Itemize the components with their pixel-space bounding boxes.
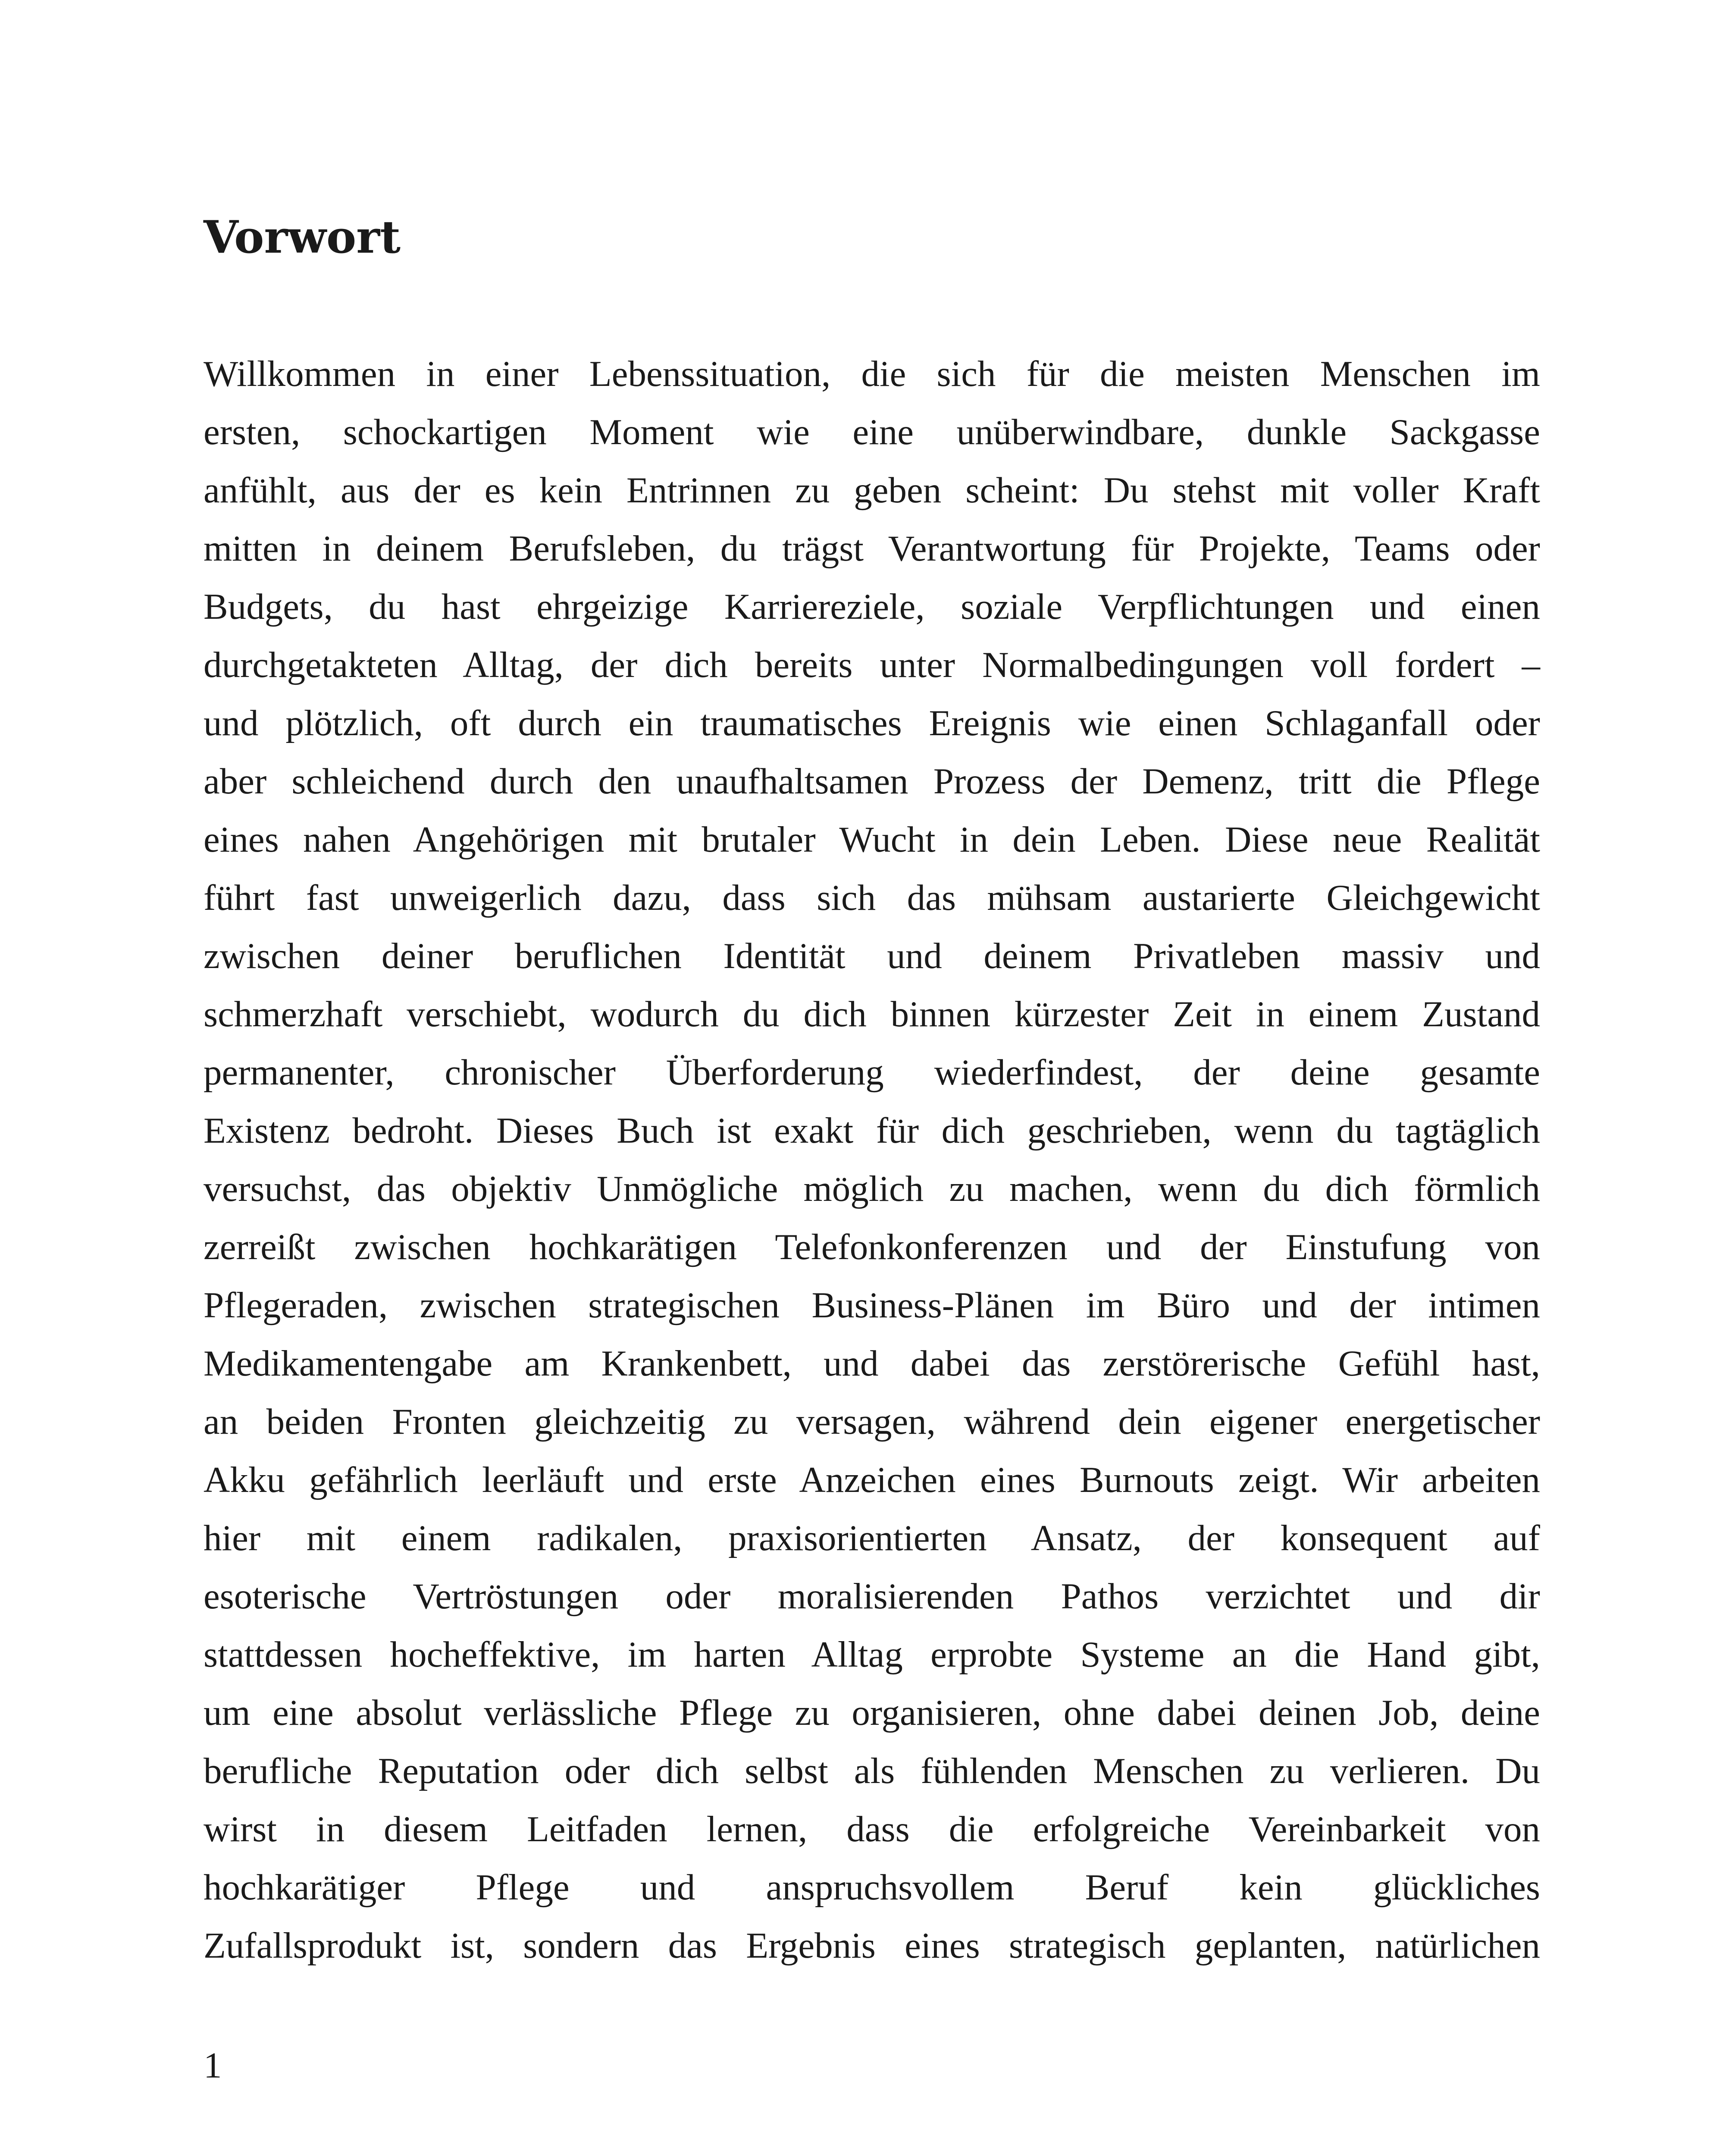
paragraph-line: an beiden Fronten gleichzeitig zu versagen, während dein eigener energetischer [204,1401,1540,1442]
paragraph-line: Pflegeraden, zwischen strategischen Business-Plänen im Büro und der intimen [204,1285,1540,1326]
paragraph-line: mitten in deinem Berufsleben, du trägst Verantwortung für Projekte, Teams oder [204,528,1540,569]
paragraph-line: eines nahen Angehörigen mit brutaler Wucht in dein Leben. Diese neue Realität [204,819,1540,860]
paragraph-line: wirst in diesem Leitfaden lernen, dass die erfolgreiche Vereinbarkeit von [204,1809,1540,1849]
paragraph-line: und plötzlich, oft durch ein traumatisches Ereignis wie einen Schlaganfall oder [204,703,1540,743]
chapter-heading: Vorwort [204,210,401,263]
paragraph-line: berufliche Reputation oder dich selbst als fühlenden Menschen zu verlieren. Du [204,1751,1540,1791]
page-number: 1 [204,2045,222,2086]
paragraph-line: anfühlt, aus der es kein Entrinnen zu geben scheint: Du stehst mit voller Kraft [204,470,1540,511]
paragraph-line: durchgetakteten Alltag, der dich bereits unter Normalbedingungen voll fordert – [204,645,1540,685]
paragraph-line: Existenz bedroht. Dieses Buch ist exakt für dich geschrieben, wenn du tagtäglich [204,1110,1540,1151]
paragraph-line: stattdessen hocheffektive, im harten Alltag erprobte Systeme an die Hand gibt, [204,1634,1540,1675]
paragraph-line: Akku gefährlich leerläuft und erste Anzeichen eines Burnouts zeigt. Wir arbeiten [204,1460,1540,1500]
paragraph-line: schmerzhaft verschiebt, wodurch du dich binnen kürzester Zeit in einem Zustand [204,994,1540,1034]
paragraph-line: Willkommen in einer Lebenssituation, die sich für die meisten Menschen im [204,354,1540,394]
paragraph-line: zerreißt zwischen hochkarätigen Telefonkonferenzen und der Einstufung von [204,1227,1540,1267]
paragraph-line: aber schleichend durch den unaufhaltsamen Prozess der Demenz, tritt die Pflege [204,761,1540,802]
paragraph-line: führt fast unweigerlich dazu, dass sich das mühsam austarierte Gleichgewicht [204,877,1540,918]
paragraph-line: um eine absolut verlässliche Pflege zu organisieren, ohne dabei deinen Job, deine [204,1692,1540,1733]
paragraph-line: Medikamentengabe am Krankenbett, und dabei das zerstörerische Gefühl hast, [204,1343,1540,1384]
body-paragraph [204,345,1540,1975]
paragraph-line: hier mit einem radikalen, praxisorientierten Ansatz, der konsequent auf [204,1518,1540,1558]
paragraph-line: permanenter, chronischer Überforderung wiederfindest, der deine gesamte [204,1052,1540,1093]
paragraph-line: esoterische Vertröstungen oder moralisierenden Pathos verzichtet und dir [204,1576,1540,1617]
paragraph-line: versuchst, das objektiv Unmögliche möglich zu machen, wenn du dich förmlich [204,1169,1540,1209]
paragraph-line: Budgets, du hast ehrgeizige Karriereziele, soziale Verpflichtungen und einen [204,586,1540,627]
paragraph-line: Zufallsprodukt ist, sondern das Ergebnis eines strategisch geplanten, natürlichen [204,1925,1540,1966]
paragraph-line: hochkarätiger Pflege und anspruchsvollem Beruf kein glückliches [204,1867,1540,1908]
paragraph-line: ersten, schockartigen Moment wie eine unüberwindbare, dunkle Sackgasse [204,412,1540,452]
paragraph-line: zwischen deiner beruflichen Identität und deinem Privatleben massiv und [204,936,1540,976]
